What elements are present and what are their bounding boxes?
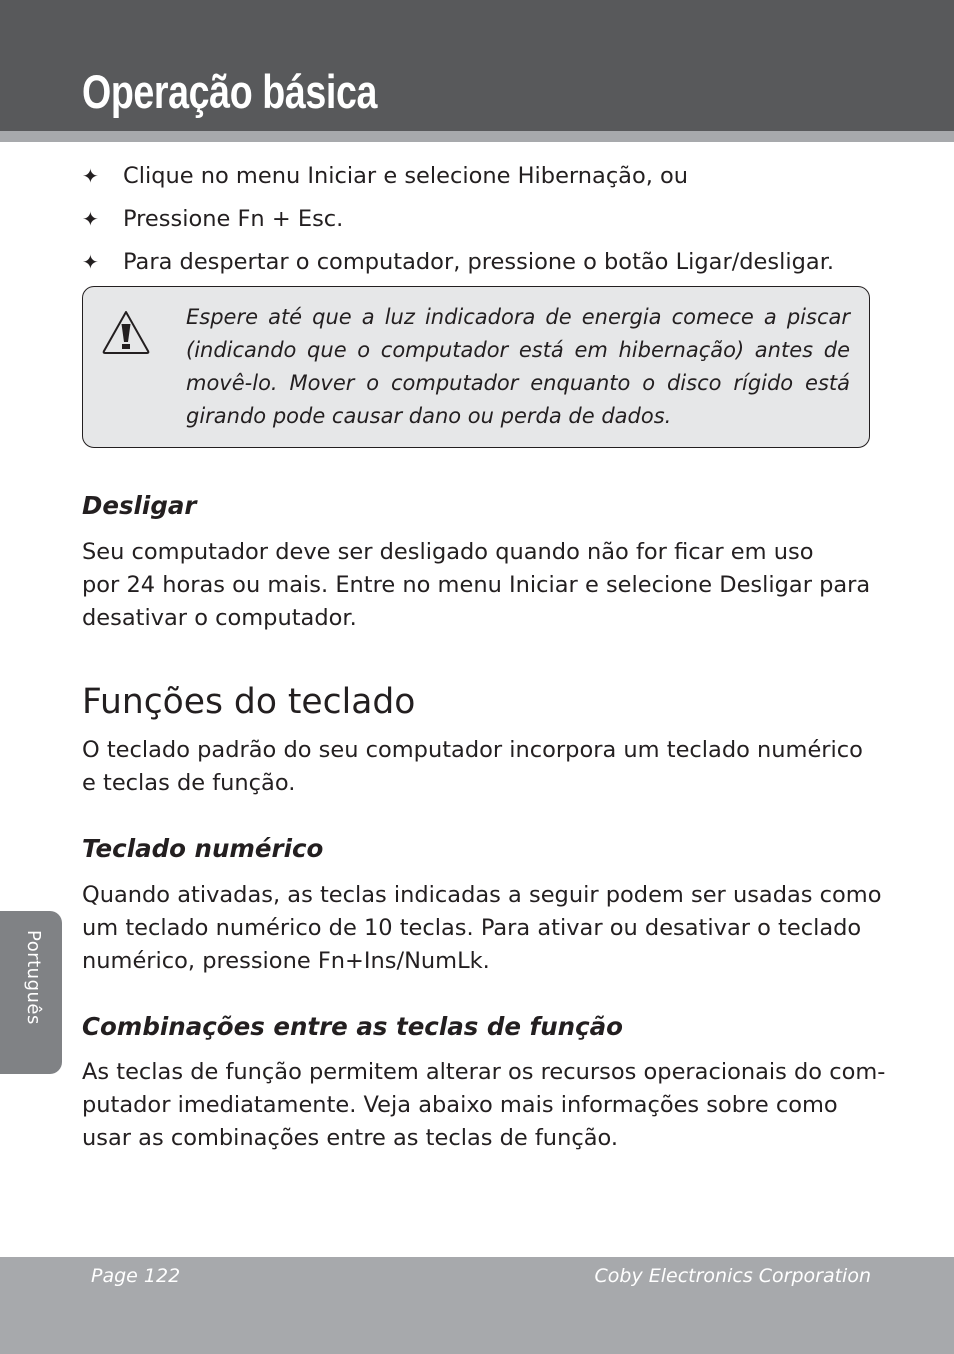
paragraph-line: putador imediatamente. Veja abaixo mais informações sobre como [82, 1092, 838, 1118]
list-item [82, 199, 882, 242]
company-name: Coby Electronics Corporation [594, 1265, 871, 1287]
paragraph-line: e teclas de função. [82, 770, 296, 796]
header-stripe [0, 131, 954, 142]
bullet-text: Pressione Fn + Esc. [123, 206, 344, 232]
paragraph-line: desativar o computador. [82, 605, 357, 631]
paragraph-line: por 24 horas ou mais. Entre no menu Iniciar e selecione Desligar para [82, 572, 871, 598]
warning-note [82, 286, 870, 448]
list-item [82, 242, 882, 285]
paragraph-line: Seu computador deve ser desligado quando não for ficar em uso [82, 539, 814, 565]
bullet-text: Clique no menu Iniciar e selecione Hibernação, ou [123, 163, 689, 189]
paragraph-line: As teclas de função permitem alterar os recursos operacionais do com- [82, 1059, 886, 1085]
funcoes-paragraph [82, 734, 882, 800]
combinacoes-paragraph [82, 1056, 886, 1155]
teclado-numerico-paragraph [82, 879, 882, 978]
paragraph-line: Quando ativadas, as teclas indicadas a seguir podem ser usadas como [82, 882, 882, 908]
paragraph-line: usar as combinações entre as teclas de função. [82, 1125, 619, 1151]
combinacoes-heading: Combinações entre as teclas de função [82, 1012, 623, 1041]
warning-icon [101, 309, 151, 355]
page-title: Operação básica [82, 65, 377, 118]
bullet-list [82, 156, 882, 285]
desligar-paragraph [82, 536, 882, 635]
star-bullet-icon: ✦ [82, 207, 99, 231]
warning-text: Espere até que a luz indicadora de energia comece a piscar (indicando que o computador está em hibernação) antes de movê-lo. Mover o computador enquanto o disco rígido está girando pode causar dano ou perda de dados. [186, 305, 850, 428]
bullet-text: Para despertar o computador, pressione o botão Ligar/desligar. [123, 249, 835, 275]
teclado-numerico-heading: Teclado numérico [82, 834, 324, 863]
funcoes-heading: Funções do teclado [82, 682, 416, 722]
paragraph-line: O teclado padrão do seu computador incorpora um teclado numérico [82, 737, 863, 763]
star-bullet-icon: ✦ [82, 250, 99, 274]
paragraph-line: numérico, pressione Fn+Ins/NumLk. [82, 948, 490, 974]
language-tab-label: Português [23, 930, 44, 1025]
paragraph-line: um teclado numérico de 10 teclas. Para ativar ou desativar o teclado [82, 915, 862, 941]
star-bullet-icon: ✦ [82, 164, 99, 188]
desligar-heading: Desligar [82, 491, 197, 520]
list-item [82, 156, 882, 199]
page-number: Page 122 [91, 1265, 181, 1287]
